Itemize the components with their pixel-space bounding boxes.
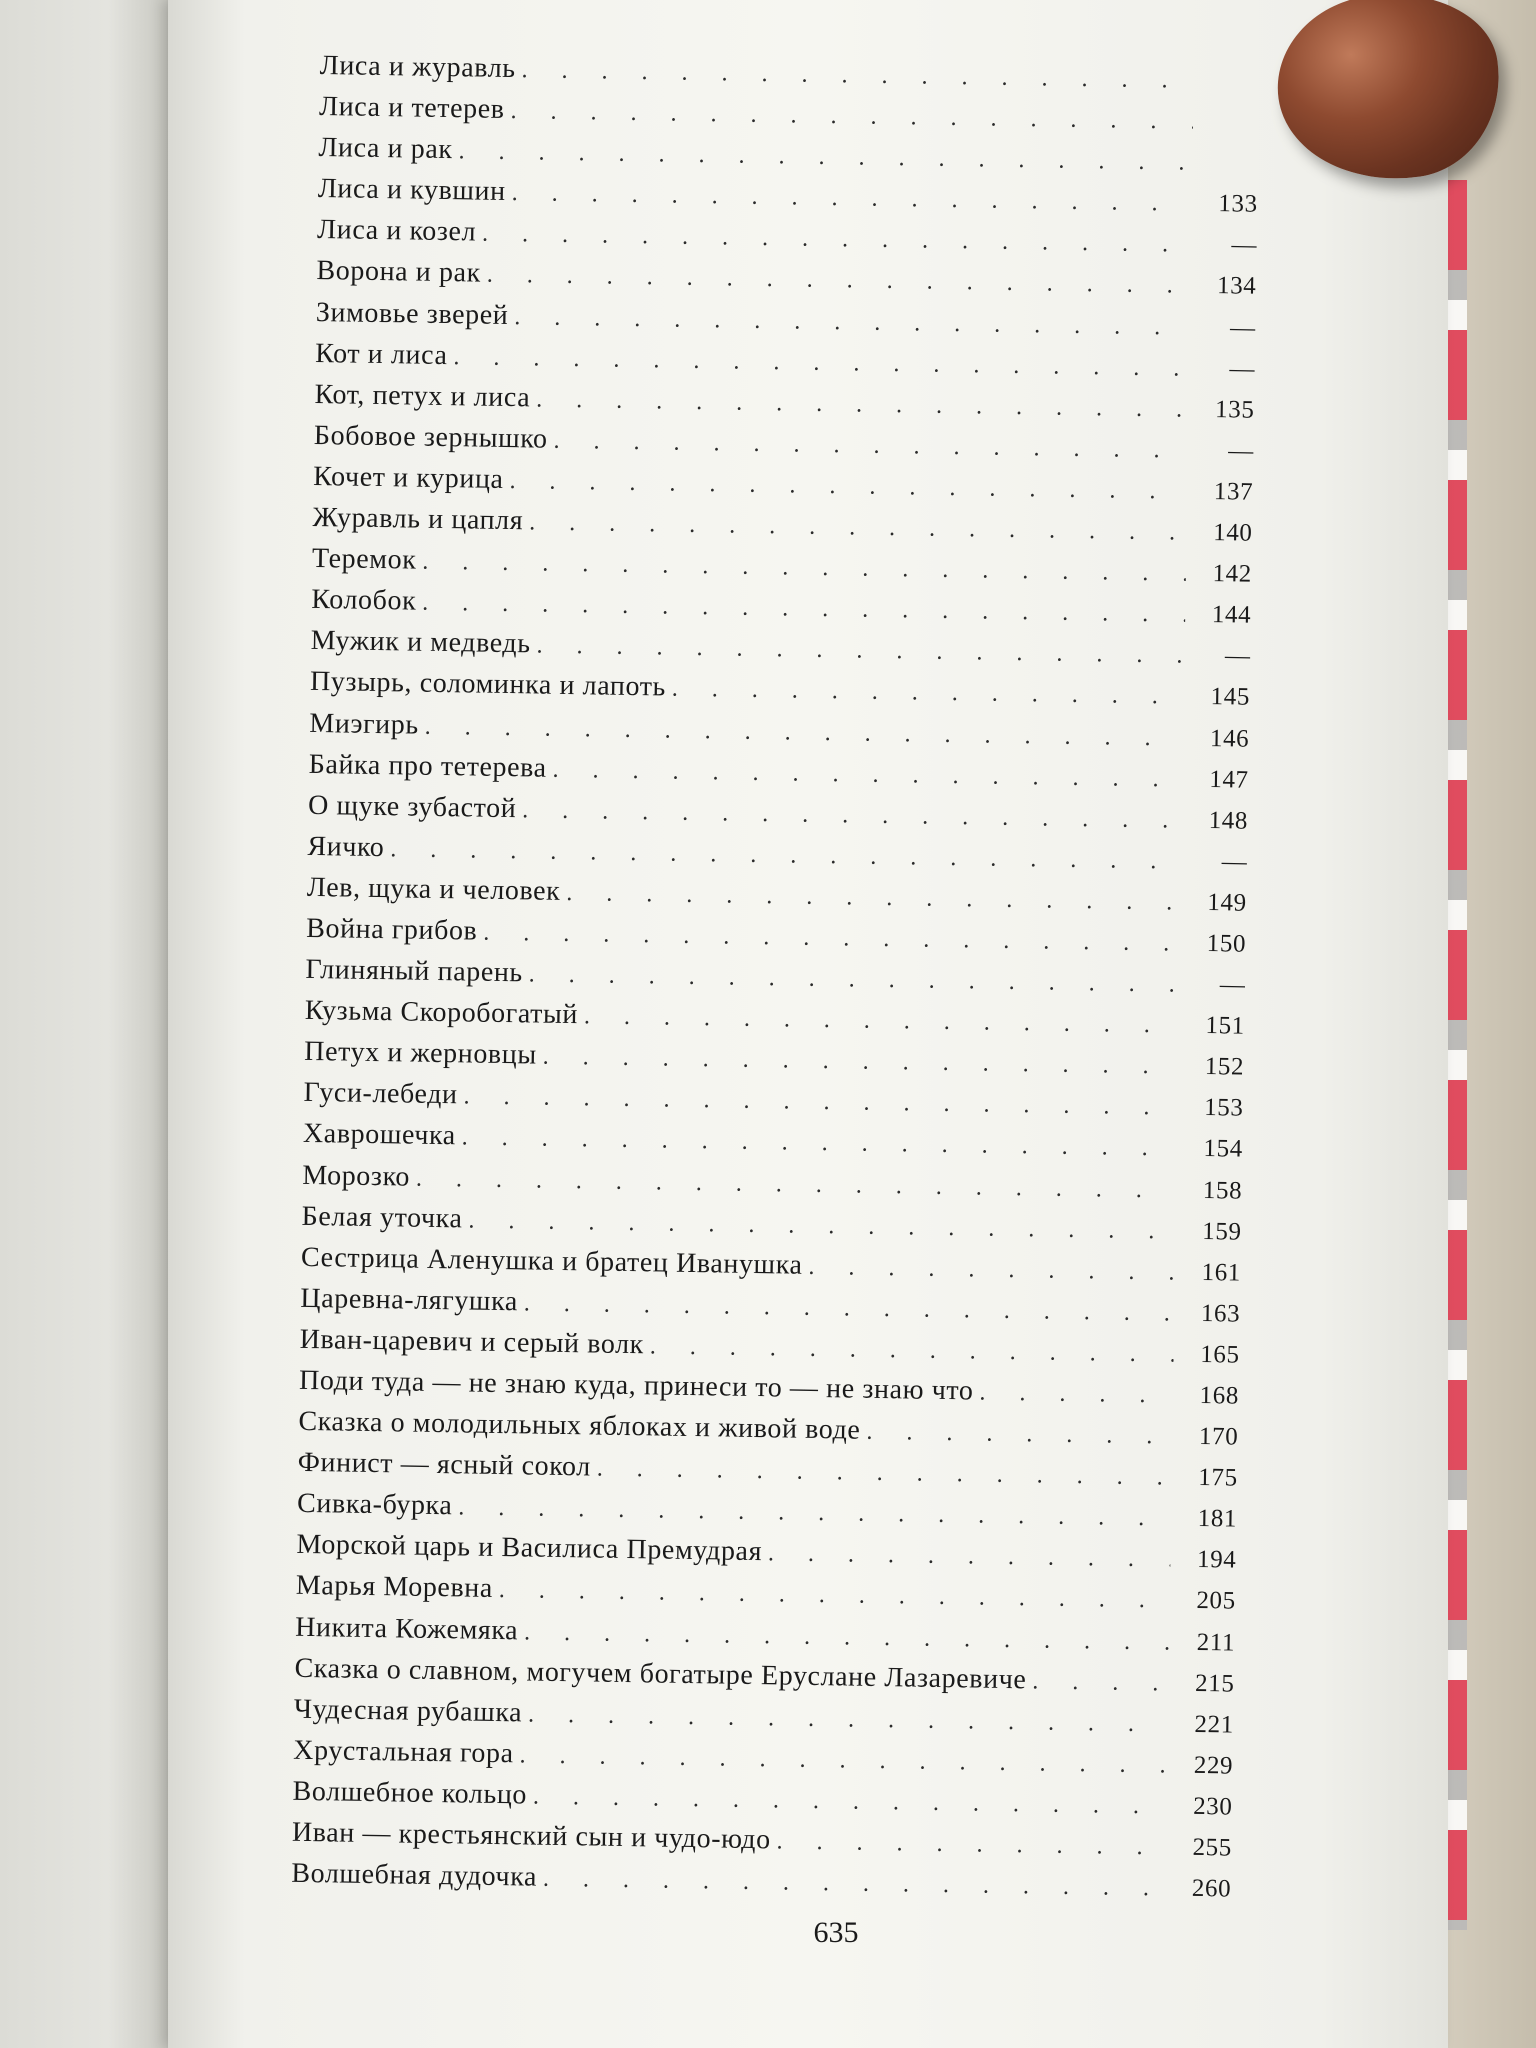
- toc-entry-page: 163: [1200, 1299, 1241, 1328]
- toc-entry-title: Иван-царевич и серый волк: [299, 1323, 645, 1361]
- toc-entry-title: Морозко: [302, 1159, 411, 1193]
- toc-leader-dots: [483, 920, 1180, 958]
- toc-leader-dots: [543, 1866, 1166, 1903]
- toc-entry-title: Морской царь и Василиса Премудрая: [296, 1529, 763, 1568]
- toc-leader-dots: [522, 797, 1182, 834]
- toc-leader-dots: [776, 1828, 1166, 1861]
- toc-entry-page: 161: [1201, 1258, 1242, 1287]
- toc-entry-page: 153: [1203, 1094, 1244, 1122]
- toc-entry-page: 170: [1198, 1423, 1239, 1451]
- toc-leader-dots: [425, 713, 1184, 752]
- toc-leader-dots: [584, 1003, 1179, 1039]
- toc-entry-title: Марья Моревна: [295, 1570, 494, 1605]
- toc-entry-page: 205: [1196, 1587, 1236, 1616]
- toc-entry-page: —: [1221, 848, 1248, 876]
- toc-entry-title: Финист — ясный сокол: [297, 1447, 592, 1483]
- toc-leader-dots: [468, 1207, 1176, 1245]
- page-number: 635: [813, 1916, 859, 1949]
- toc-entry-title: Война грибов: [305, 912, 478, 947]
- toc-leader-dots: [514, 304, 1190, 342]
- toc-entry-title: Никита Кожемяка: [294, 1611, 519, 1646]
- toc-entry-title: Лиса и журавль: [319, 50, 516, 85]
- toc-entry-title: Байка про тетерева: [308, 748, 547, 784]
- toc-entry-title: Кот, петух и лиса: [314, 378, 531, 414]
- toc-entry-title: Лиса и рак: [318, 132, 453, 166]
- toc-entry-page: 148: [1208, 806, 1249, 835]
- toc-entry-page: —: [1219, 971, 1246, 999]
- toc-leader-dots: [536, 633, 1184, 670]
- toc-leader-dots: [1032, 1668, 1168, 1697]
- toc-entry-title: Миэгирь: [309, 707, 420, 741]
- toc-entry-page: 146: [1209, 724, 1250, 753]
- toc-entry-title: Сказка о молодильных яблоках и живой воде: [298, 1405, 861, 1446]
- toc-entry-title: Сивка-бурка: [296, 1488, 453, 1522]
- toc-entry-title: Иван — крестьянский сын и чудо-юдо: [291, 1816, 771, 1856]
- toc-leader-dots: [650, 1333, 1174, 1368]
- toc-leader-dots: [416, 1165, 1177, 1204]
- toc-entry-page: 158: [1202, 1176, 1243, 1205]
- toc-entry-page: 142: [1212, 560, 1253, 588]
- toc-leader-dots: [597, 1456, 1172, 1492]
- toc-leader-dots: [521, 57, 1193, 95]
- toc-leader-dots: [390, 836, 1181, 875]
- toc-entry-title: Волшебное кольцо: [292, 1775, 528, 1811]
- toc-entry-title: Кочет и курица: [313, 460, 504, 495]
- toc-entry-page: —: [1224, 642, 1251, 671]
- toc-entry-page: 133: [1218, 190, 1258, 219]
- toc-entry-title: Лиса и тетерев: [318, 91, 505, 125]
- toc-entry-title: Чудесная рубашка: [293, 1693, 523, 1729]
- toc-leader-dots: [528, 1701, 1168, 1738]
- toc-entry-page: 152: [1204, 1053, 1245, 1081]
- toc-entry-page: 175: [1198, 1464, 1238, 1492]
- toc-entry-page: 154: [1203, 1135, 1244, 1164]
- toc-entry-title: Ворона и рак: [316, 255, 482, 290]
- toc-entry-page: [1200, 88, 1260, 89]
- toc-leader-dots: [524, 1290, 1175, 1327]
- toc-leader-dots: [482, 221, 1191, 259]
- toc-entry-title: Поди туда — не знаю куда, принеси то — не знаю что: [298, 1364, 974, 1407]
- toc-leader-dots: [529, 509, 1187, 546]
- toc-entry-title: Пузырь, соломинка и лапоть: [309, 666, 667, 703]
- toc-entry-page: 211: [1196, 1628, 1236, 1657]
- left-page-edge: [0, 0, 180, 2048]
- toc-leader-dots: [529, 961, 1180, 998]
- toc-entry-page: 181: [1197, 1505, 1238, 1533]
- toc-leader-dots: [768, 1541, 1171, 1574]
- toc-entry-page: 150: [1206, 930, 1247, 958]
- toc-entry-title: О щуке зубастой: [307, 789, 517, 824]
- toc-entry-title: Теремок: [311, 543, 417, 576]
- toc-leader-dots: [422, 549, 1186, 588]
- toc-entry-page: 149: [1207, 888, 1247, 917]
- toc-leader-dots: [462, 1125, 1177, 1163]
- toc-entry-title: Хрустальная гора: [293, 1734, 514, 1770]
- toc-entry-page: 165: [1200, 1340, 1240, 1369]
- toc-entry-title: Волшебная дудочка: [291, 1857, 538, 1893]
- toc-entry-title: Яичко: [307, 830, 385, 863]
- toc-leader-dots: [536, 386, 1189, 423]
- toc-leader-dots: [511, 180, 1191, 218]
- toc-leader-dots: [453, 344, 1189, 383]
- toc-leader-dots: [458, 1495, 1171, 1533]
- toc-leader-dots: [422, 590, 1185, 629]
- toc-entry-page: 229: [1193, 1751, 1234, 1780]
- toc-leader-dots: [519, 1742, 1167, 1779]
- toc-leader-dots: [499, 1577, 1170, 1615]
- toc-entry-page: —: [1229, 313, 1256, 342]
- toc-entry-title: Лиса и козел: [316, 214, 477, 248]
- toc-entry-title: Бобовое зернышко: [313, 419, 548, 455]
- toc-leader-dots: [510, 98, 1193, 136]
- toc-leader-dots: [552, 756, 1182, 793]
- toc-entry-page: 221: [1194, 1710, 1235, 1739]
- toc-entry-title: Сказка о славном, могучем богатыре Еруслане Лазаревиче: [294, 1652, 1027, 1695]
- toc-entry-title: Кузьма Скоробогатый: [304, 995, 579, 1031]
- toc-entry-page: 140: [1213, 519, 1253, 547]
- toc-entry-page: 260: [1191, 1875, 1232, 1903]
- toc-entry-page: 134: [1216, 272, 1257, 301]
- toc-leader-dots: [463, 1084, 1177, 1122]
- toc-leader-dots: [808, 1254, 1175, 1287]
- toc-entry-page: 255: [1192, 1833, 1233, 1862]
- toc-entry-title: Зимовье зверей: [315, 296, 509, 331]
- toc-leader-dots: [533, 1784, 1167, 1821]
- toc-entry-page: [1198, 170, 1258, 171]
- toc-entry-page: 194: [1196, 1546, 1237, 1574]
- toc-entry-page: 147: [1209, 765, 1249, 794]
- toc-leader-dots: [553, 428, 1188, 465]
- toc-leader-dots: [866, 1419, 1172, 1451]
- toc-entry-page: —: [1229, 354, 1256, 383]
- toc-leader-dots: [509, 468, 1187, 506]
- toc-leader-dots: [672, 676, 1184, 711]
- toc-entry-title: Журавль и цапля: [312, 501, 524, 537]
- toc-leader-dots: [979, 1380, 1173, 1410]
- toc-entry-title: Глиняный парень: [305, 953, 524, 989]
- toc-entry-title: Царевна-лягушка: [300, 1282, 519, 1318]
- toc-entry-title: Колобок: [311, 584, 417, 617]
- toc-leader-dots: [566, 880, 1181, 917]
- toc-entry-title: Петух и жерновцы: [304, 1036, 537, 1071]
- toc-entry-title: Белая уточка: [301, 1200, 463, 1235]
- toc-leader-dots: [524, 1619, 1169, 1656]
- toc-entry-page: 159: [1202, 1217, 1242, 1246]
- toc-entry-page: —: [1231, 231, 1258, 260]
- toc-entry-title: Сестрица Аленушка и братец Иванушка: [300, 1241, 803, 1281]
- toc-entry-page: 168: [1199, 1381, 1240, 1410]
- toc-leader-dots: [487, 262, 1191, 300]
- toc-entry-title: Кот и лиса: [314, 337, 448, 371]
- toc-leader-dots: [543, 1044, 1179, 1081]
- toc-entry-page: 135: [1214, 395, 1255, 424]
- toc-entry-title: Хаврошечка: [302, 1118, 457, 1152]
- toc-entry-title: Мужик и медведь: [310, 625, 531, 660]
- toc-entry-page: 144: [1211, 601, 1252, 629]
- toc-entry-page: [1199, 129, 1259, 130]
- toc-entry-page: 145: [1210, 683, 1251, 712]
- toc-entry-page: —: [1227, 437, 1255, 465]
- toc-entry-title: Гуси-лебеди: [303, 1077, 458, 1111]
- toc-entry-title: Лев, щука и человек: [306, 871, 561, 907]
- toc-entry-page: 137: [1213, 478, 1254, 506]
- toc-leader-dots: [458, 138, 1192, 177]
- toc-entry-title: Лиса и кувшин: [317, 173, 506, 208]
- toc-entry-page: 230: [1192, 1792, 1233, 1821]
- toc-entry-page: 151: [1205, 1012, 1245, 1040]
- table-of-contents: [291, 50, 1260, 1914]
- toc-entry-page: 215: [1194, 1669, 1235, 1698]
